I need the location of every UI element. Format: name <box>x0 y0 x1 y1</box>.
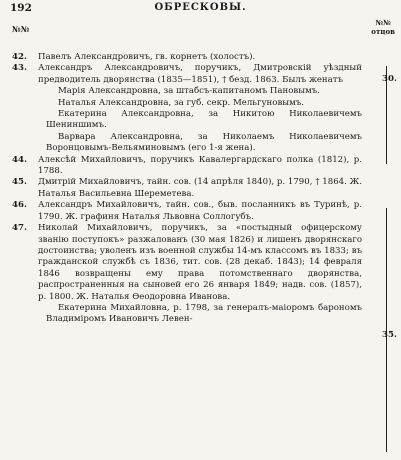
entry-number: 44. <box>12 154 27 165</box>
father-col-label-1: №№ <box>375 18 391 27</box>
genealogy-text <box>6 52 362 326</box>
page-header <box>10 2 391 16</box>
entry-47 <box>6 223 362 303</box>
father-ref-1: 30. <box>382 74 397 84</box>
page-number: 192 <box>10 2 32 14</box>
entry-44 <box>6 155 362 178</box>
daughter-entry: Екатерина Михайловна, р. 1798, за генералъ-маіоромъ барономъ Владиміромъ Ивановичъ Левен- <box>46 302 362 325</box>
entry-text: Дмитрій Михайловичъ, тайн. сов. (14 апрѣля 1840), р. 1790, † 1864. Ж. Наталья Васильевна Шереметева. <box>38 177 362 199</box>
entry-text: Александръ Александровичъ, поручикъ, Дмитровскій уѣздный предводитель дворянства (1835—1851), † безд. 1863. Былъ женатъ <box>38 63 362 85</box>
entry-number: 43. <box>12 63 27 74</box>
entry-number: 46. <box>12 200 27 211</box>
entry-number: 47. <box>12 223 27 234</box>
entry-43 <box>6 63 362 86</box>
daughter-entry: Марія Александровна, за штабсъ-капитаномъ Пановымъ. <box>58 86 320 97</box>
entry-text: Николай Михайловичъ, поручикъ, за «постыдный офицерскому званію поступокъ» разжалованъ (30 мая 1826) и лишенъ дворянскаго достоинства; уволенъ изъ военной службы 14-мъ классомъ въ 1833; въ гражданской службѣ съ 1836, тит. сов. (28 декаб. 1843); 14 февраля 1846 возвращены ему права потомственнаго дворянства, распространенныя на сыновей его 26 января 1849; надв. сов. (1857), р. 1800. Ж. Наталья Ѳеодоровна Иванова. <box>38 223 362 302</box>
column-header-numbers: №№ <box>12 24 30 34</box>
column-header-father-numbers <box>371 18 395 36</box>
daughter-entry: Екатерина Александровна, за Никитою Николаевичемъ Шениншимъ. <box>46 109 362 131</box>
entry-number: 45. <box>12 177 27 188</box>
entry-46 <box>6 200 362 223</box>
daughter-entry: Наталья Александровна, за губ. секр. Мельгуновымъ. <box>58 97 305 108</box>
entry-text: Александръ Михайловичъ, тайн. сов., быв. посланникъ въ Туринѣ, р. 1790. Ж. графиня Наталья Львовна Соллогубъ. <box>38 200 362 222</box>
entry-number: 42. <box>12 52 27 62</box>
father-col-label-2: отцов <box>371 27 395 36</box>
daughter-entry: Варвара Александровна, за Николаемъ Николаевичемъ Воронцовымъ-Вельяминовымъ (его 1-я жена). <box>46 131 362 154</box>
entry-42 <box>6 52 362 63</box>
father-ref-2: 35. <box>382 330 397 340</box>
entry-text: Павелъ Александровичъ, гв. корнетъ (холостъ). <box>38 52 256 62</box>
running-title: ОБРЕСКОВЫ. <box>154 2 247 13</box>
entry-45 <box>6 177 362 200</box>
entry-text: Алексѣй Михайловичъ, поручикъ Кавалергардскаго полка (1812), р. 1788. <box>38 154 362 177</box>
